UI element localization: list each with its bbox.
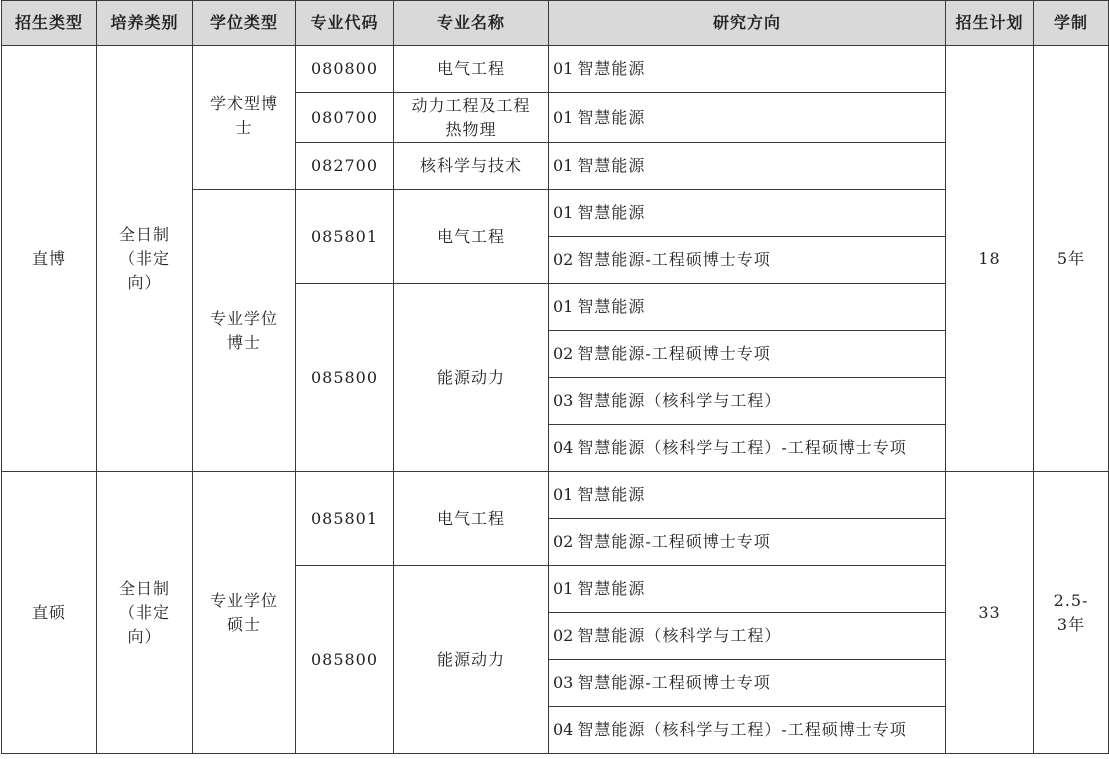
major-code-cell: 085800 — [296, 566, 394, 754]
degree-type-cell: 专业学位博士 — [193, 190, 296, 472]
direction-text: 智慧能源 — [577, 203, 646, 222]
direction-number: 02 — [553, 626, 574, 645]
training-category-cell: 全日制（非定向） — [97, 472, 193, 754]
direction-number: 02 — [553, 532, 574, 551]
research-direction-cell — [549, 46, 946, 93]
major-code-cell: 085801 — [296, 472, 394, 566]
direction-number: 01 — [553, 485, 574, 504]
direction-number: 01 — [553, 156, 574, 175]
direction-text: 智慧能源（核科学与工程）-工程硕博士专项 — [577, 720, 907, 739]
enrollment-plan-cell: 33 — [946, 472, 1034, 754]
direction-text: 智慧能源（核科学与工程） — [577, 626, 782, 645]
header-enrollment-plan: 招生计划 — [946, 1, 1034, 46]
direction-text: 智慧能源 — [577, 156, 646, 175]
major-code-cell: 085801 — [296, 190, 394, 284]
direction-text: 智慧能源（核科学与工程）-工程硕博士专项 — [577, 438, 907, 457]
major-name-cell: 电气工程 — [394, 46, 549, 93]
direction-text: 智慧能源-工程硕博士专项 — [577, 344, 771, 363]
research-direction-cell — [549, 331, 946, 378]
research-direction-cell — [549, 378, 946, 425]
admission-type-cell: 直硕 — [2, 472, 97, 754]
research-direction-cell — [549, 660, 946, 707]
table-row — [2, 46, 1109, 93]
direction-text: 智慧能源-工程硕博士专项 — [577, 532, 771, 551]
major-name-cell: 电气工程 — [394, 190, 549, 284]
major-name-cell: 能源动力 — [394, 284, 549, 472]
direction-number: 04 — [553, 720, 574, 739]
direction-text: 智慧能源 — [577, 59, 646, 78]
direction-text: 智慧能源 — [577, 107, 646, 127]
degree-type-cell: 学术型博士 — [193, 46, 296, 190]
direction-number: 01 — [553, 579, 574, 598]
direction-text: 智慧能源-工程硕博士专项 — [577, 250, 771, 269]
major-name-cell: 核科学与技术 — [394, 143, 549, 190]
research-direction-cell — [549, 613, 946, 660]
header-major-name: 专业名称 — [394, 1, 549, 46]
research-direction-cell — [549, 472, 946, 519]
research-direction-cell — [549, 237, 946, 284]
direction-number: 01 — [553, 59, 574, 78]
major-code-cell: 080700 — [296, 93, 394, 143]
direction-text: 智慧能源（核科学与工程） — [577, 391, 782, 410]
direction-text: 智慧能源 — [577, 579, 646, 598]
duration-cell: 5年 — [1034, 46, 1109, 472]
header-major-code: 专业代码 — [296, 1, 394, 46]
research-direction-cell — [549, 143, 946, 190]
major-code-cell: 085800 — [296, 284, 394, 472]
research-direction-cell — [549, 566, 946, 613]
major-name-cell: 能源动力 — [394, 566, 549, 754]
direction-number: 02 — [553, 250, 574, 269]
duration-cell: 2.5-3年 — [1034, 472, 1109, 754]
header-duration: 学制 — [1034, 1, 1109, 46]
direction-number: 02 — [553, 344, 574, 363]
header-degree-type: 学位类型 — [193, 1, 296, 46]
enrollment-plan-cell: 18 — [946, 46, 1034, 472]
major-code-cell: 082700 — [296, 143, 394, 190]
direction-number: 03 — [553, 673, 574, 692]
table-header-row — [2, 1, 1109, 46]
research-direction-cell — [549, 707, 946, 754]
admission-plan-table — [1, 0, 1109, 754]
major-name-cell: 动力工程及工程热物理 — [394, 93, 549, 143]
research-direction-cell — [549, 93, 946, 143]
direction-number: 04 — [553, 438, 574, 457]
research-direction-cell — [549, 519, 946, 566]
direction-text: 智慧能源 — [577, 297, 646, 316]
direction-number: 01 — [553, 203, 574, 222]
major-code-cell: 080800 — [296, 46, 394, 93]
research-direction-cell — [549, 425, 946, 472]
degree-type-cell: 专业学位硕士 — [193, 472, 296, 754]
header-research-direction: 研究方向 — [549, 1, 946, 46]
direction-number: 01 — [553, 107, 574, 127]
header-training-category: 培养类别 — [97, 1, 193, 46]
admission-type-cell: 直博 — [2, 46, 97, 472]
header-admission-type: 招生类型 — [2, 1, 97, 46]
research-direction-cell — [549, 190, 946, 237]
major-name-cell: 电气工程 — [394, 472, 549, 566]
training-category-cell: 全日制（非定向） — [97, 46, 193, 472]
table-row — [2, 472, 1109, 519]
direction-text: 智慧能源-工程硕博士专项 — [577, 673, 771, 692]
direction-number: 03 — [553, 391, 574, 410]
research-direction-cell — [549, 284, 946, 331]
direction-text: 智慧能源 — [577, 485, 646, 504]
direction-number: 01 — [553, 297, 574, 316]
